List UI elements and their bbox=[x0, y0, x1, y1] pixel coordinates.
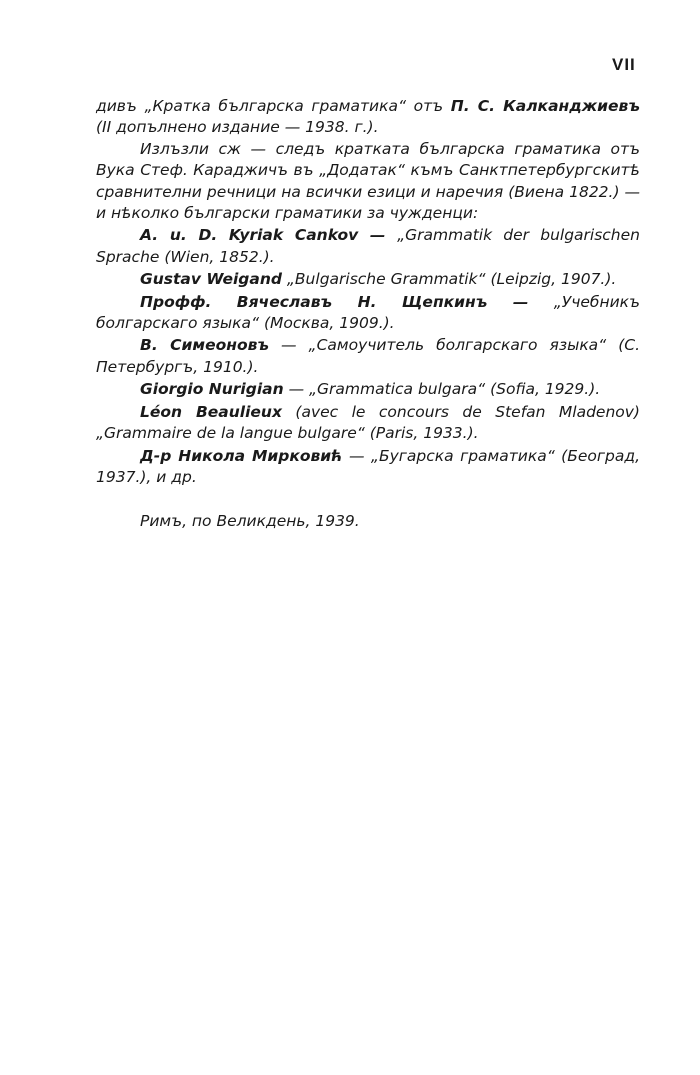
work-title: (avec le concours de Stefan Mladenov) „Grammaire de la langue bulgare“ (Paris, 1933.). bbox=[96, 402, 640, 443]
intro-text-1: дивъ „Кратка българска граматика“ отъ bbox=[96, 97, 451, 115]
work-title: — „Бугарска граматика“ (Београд, 1937.), и др. bbox=[96, 446, 640, 486]
work-author: Giorgio Nurigian bbox=[140, 380, 284, 399]
work-author: Д-р Никола Мирковић bbox=[140, 446, 343, 465]
work-entry-4 bbox=[96, 335, 640, 378]
work-author: A. u. D. Kyriak Cankov — bbox=[140, 226, 398, 245]
work-entry-2 bbox=[96, 269, 640, 290]
work-entry-6 bbox=[96, 402, 640, 445]
work-title: „Bulgarische Grammatik“ (Leipzig, 1907.). bbox=[281, 270, 617, 289]
page-number: VII bbox=[612, 55, 636, 74]
work-author: Профф. Вячеславъ Н. Щепкинъ — bbox=[140, 292, 554, 311]
work-author: Gustav Weigand bbox=[140, 270, 282, 289]
work-title: — „Grammatica bulgara“ (Sofia, 1929.). bbox=[283, 380, 601, 399]
work-entry-1 bbox=[96, 225, 640, 268]
work-author: В. Симеоновъ bbox=[140, 336, 270, 355]
author-name-kalkandzhiev: П. С. Калканджиевъ bbox=[450, 97, 641, 115]
intro-paragraph-1 bbox=[96, 96, 640, 139]
work-title: — „Самоучитель болгарскаго языка“ (С. Петербургъ, 1910.). bbox=[96, 336, 641, 376]
closing-line: Римъ, по Великдень, 1939. bbox=[140, 512, 360, 531]
work-entry-3 bbox=[96, 292, 640, 335]
work-title: „Учебникъ болгарскаго языка“ (Москва, 1909.). bbox=[96, 292, 640, 333]
intro-text-2: (II допълнено издание — 1938. г.). bbox=[96, 118, 379, 137]
intro-paragraph-2: Излъзли сж — следъ кратката българска граматика отъ Вука Стеф. Караджичъ въ „Додатак“ къмъ Санктпетербургскитѣ сравнителни речници на всички езици и наречия (Виена 1822.) — и нѣколко български граматики за чужденци: bbox=[96, 139, 640, 223]
work-author: Léon Beaulieux bbox=[140, 402, 282, 421]
body-text bbox=[96, 96, 640, 533]
work-entry-7 bbox=[96, 446, 640, 489]
work-entry-5 bbox=[96, 379, 640, 400]
work-title: „Grammatik der bulgarischen Sprache (Wien, 1852.). bbox=[96, 226, 640, 266]
